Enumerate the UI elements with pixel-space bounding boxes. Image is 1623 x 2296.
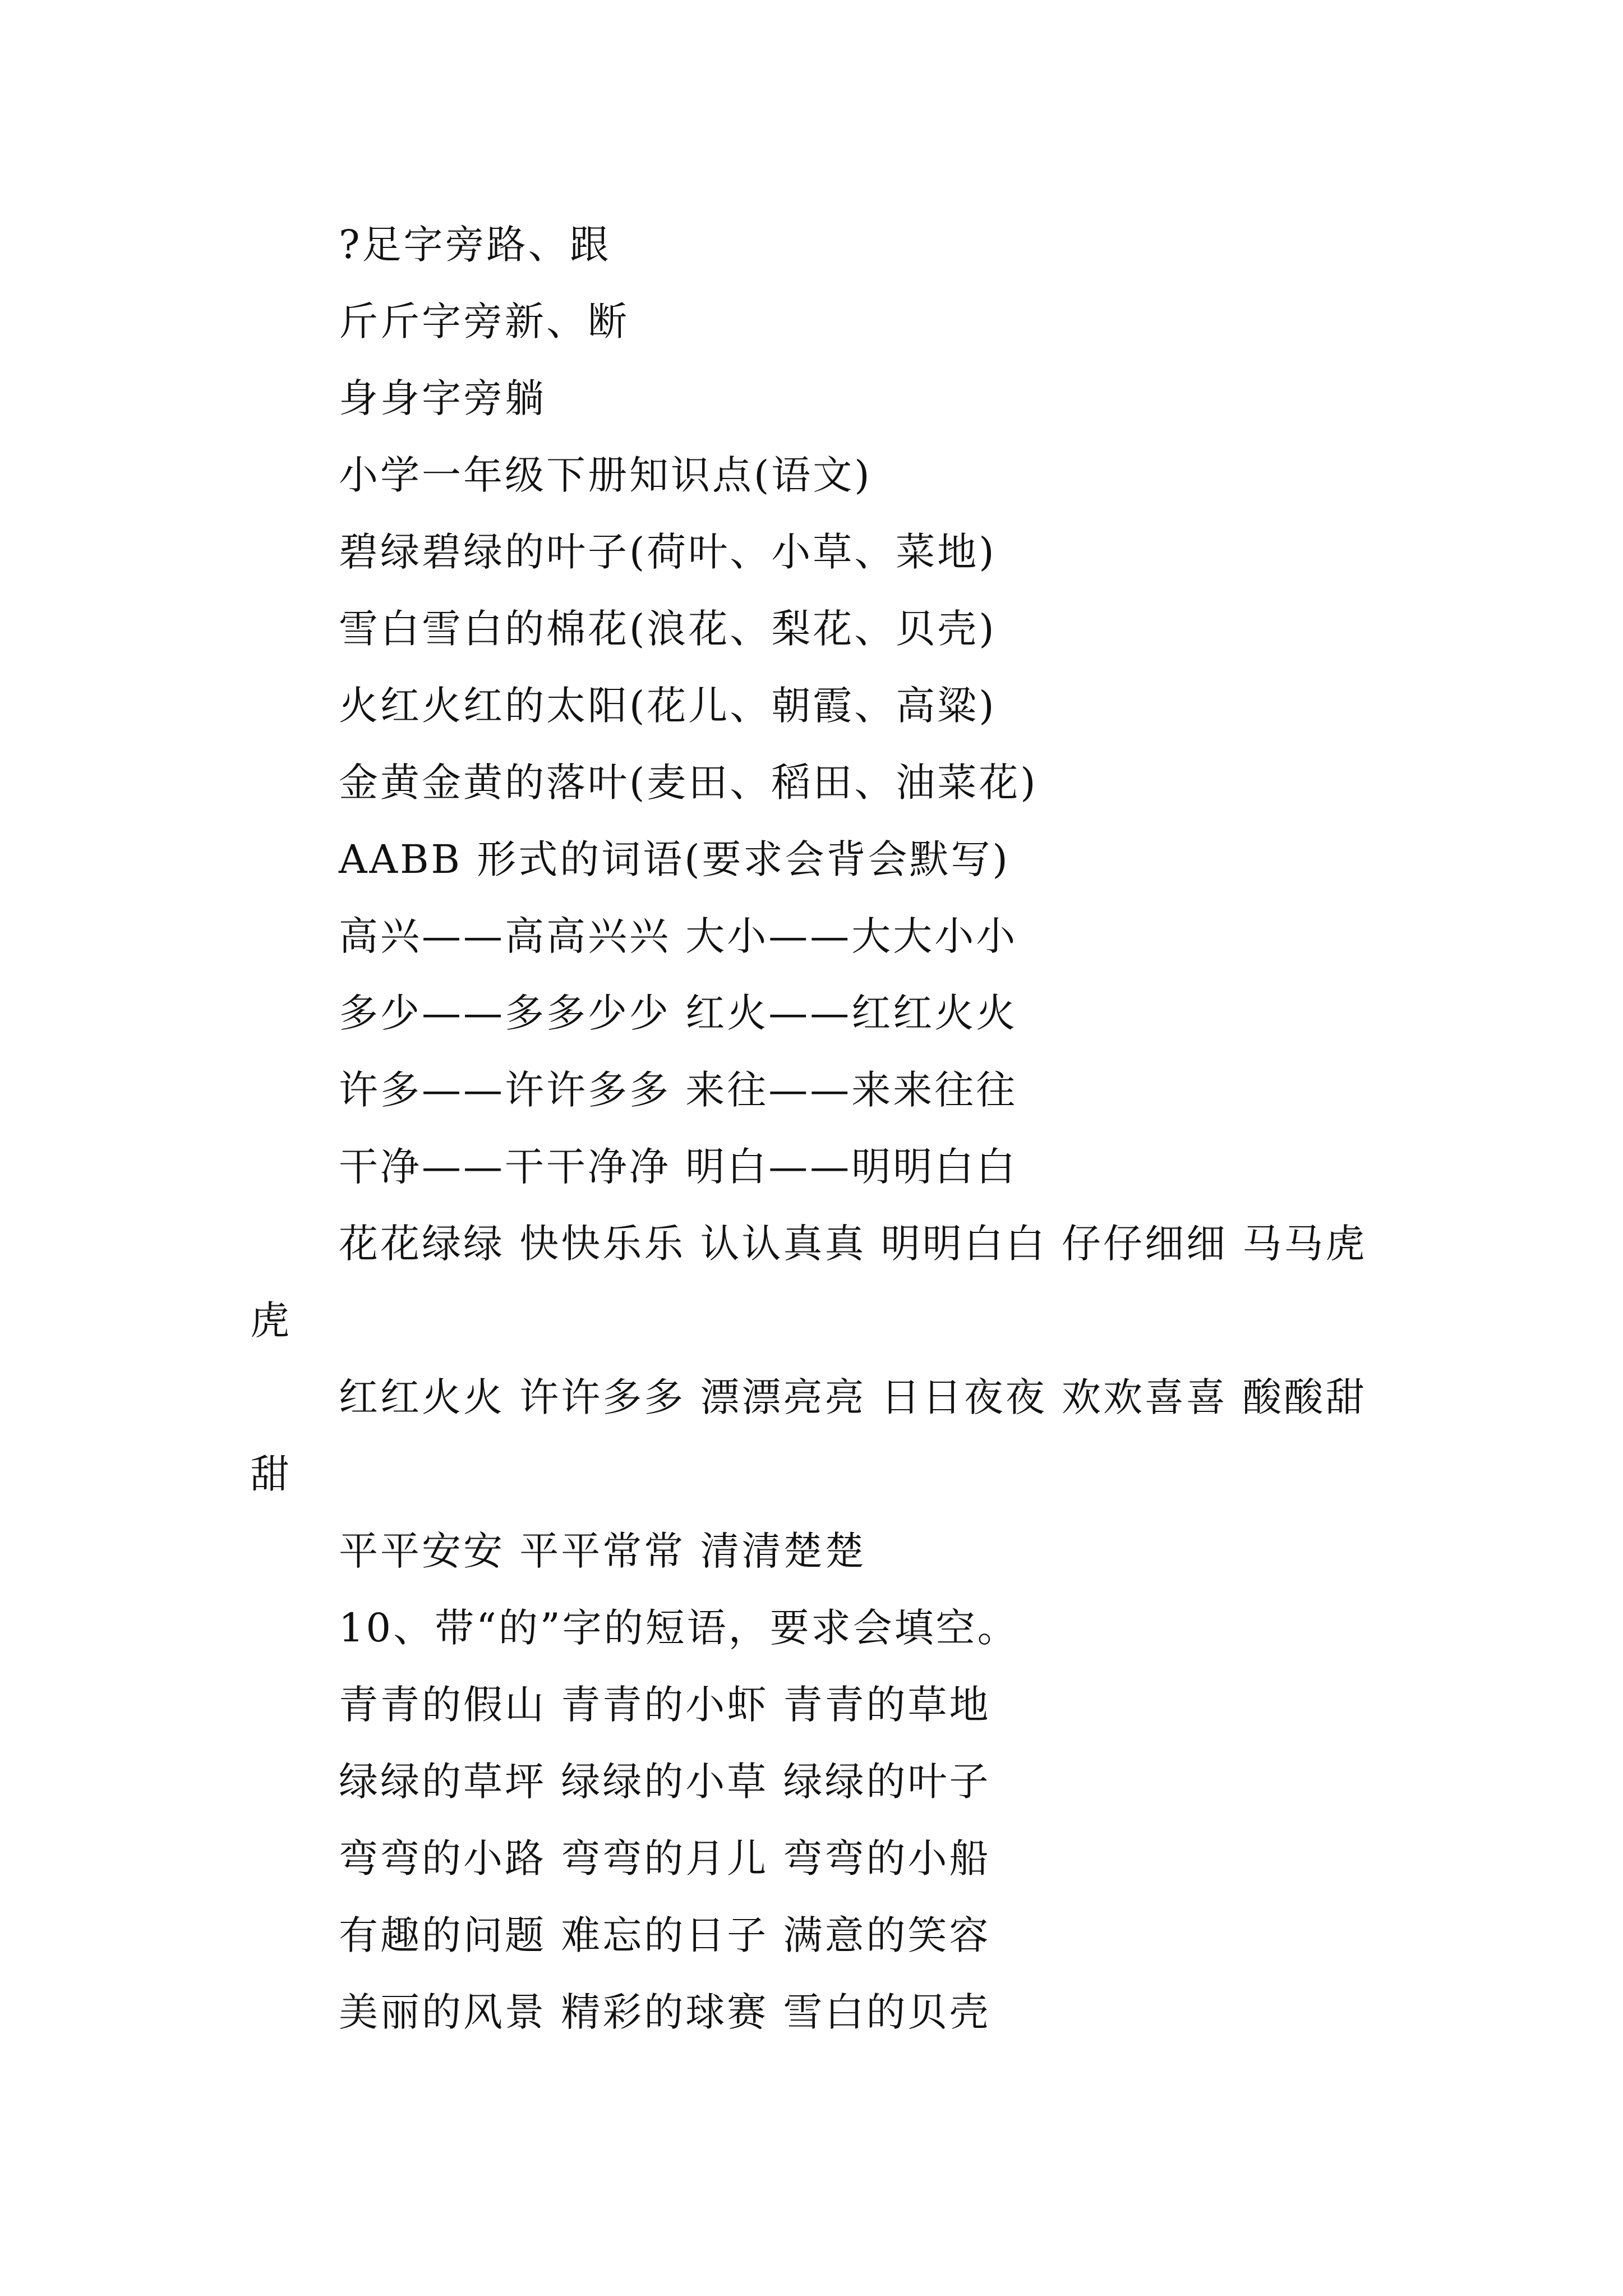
text-paragraph: 红红火火 许许多多 漂漂亮亮 日日夜夜 欢欢喜喜 酸酸甜甜 (250, 1374, 1367, 1497)
text-line: 有趣的问题 难忘的日子 满意的笑容 (339, 1912, 991, 1958)
text-paragraph: 花花绿绿 快快乐乐 认认真真 明明白白 仔仔细细 马马虎虎 (250, 1221, 1367, 1343)
text-line: 许多——许许多多 来往——来来往往 (339, 1067, 1018, 1113)
text-line: ?足字旁路、跟 (339, 222, 611, 268)
text-line: 平平安安 平平常常 清清楚楚 (339, 1528, 866, 1574)
text-line: 碧绿碧绿的叶子(荷叶、小草、菜地) (339, 529, 997, 575)
text-line: AABB 形式的词语(要求会背会默写) (339, 836, 1010, 882)
text-line: 身身字旁躺 (339, 375, 546, 421)
text-line: 10、带“的”字的短语，要求会填空。 (339, 1605, 1019, 1651)
text-line: 多少——多多少少 红火——红红火火 (339, 990, 1018, 1036)
text-line: 青青的假山 青青的小虾 青青的草地 (339, 1682, 991, 1728)
text-line: 绿绿的草坪 绿绿的小草 绿绿的叶子 (339, 1759, 991, 1805)
text-line: 火红火红的太阳(花儿、朝霞、高粱) (339, 683, 997, 729)
text-line: 高兴——高高兴兴 大小——大大小小 (339, 913, 1018, 959)
document-body (250, 206, 1394, 2051)
section-heading: 小学一年级下册知识点(语文) (339, 452, 872, 498)
text-line: 弯弯的小路 弯弯的月儿 弯弯的小船 (339, 1835, 991, 1881)
text-line: 干净——干干净净 明白——明明白白 (339, 1144, 1018, 1190)
text-line: 金黄金黄的落叶(麦田、稻田、油菜花) (339, 760, 1038, 806)
text-line: 斤斤字旁新、断 (339, 298, 629, 344)
text-line: 美丽的风景 精彩的球赛 雪白的贝壳 (339, 1989, 991, 2035)
text-line: 雪白雪白的棉花(浪花、梨花、贝壳) (339, 606, 997, 652)
